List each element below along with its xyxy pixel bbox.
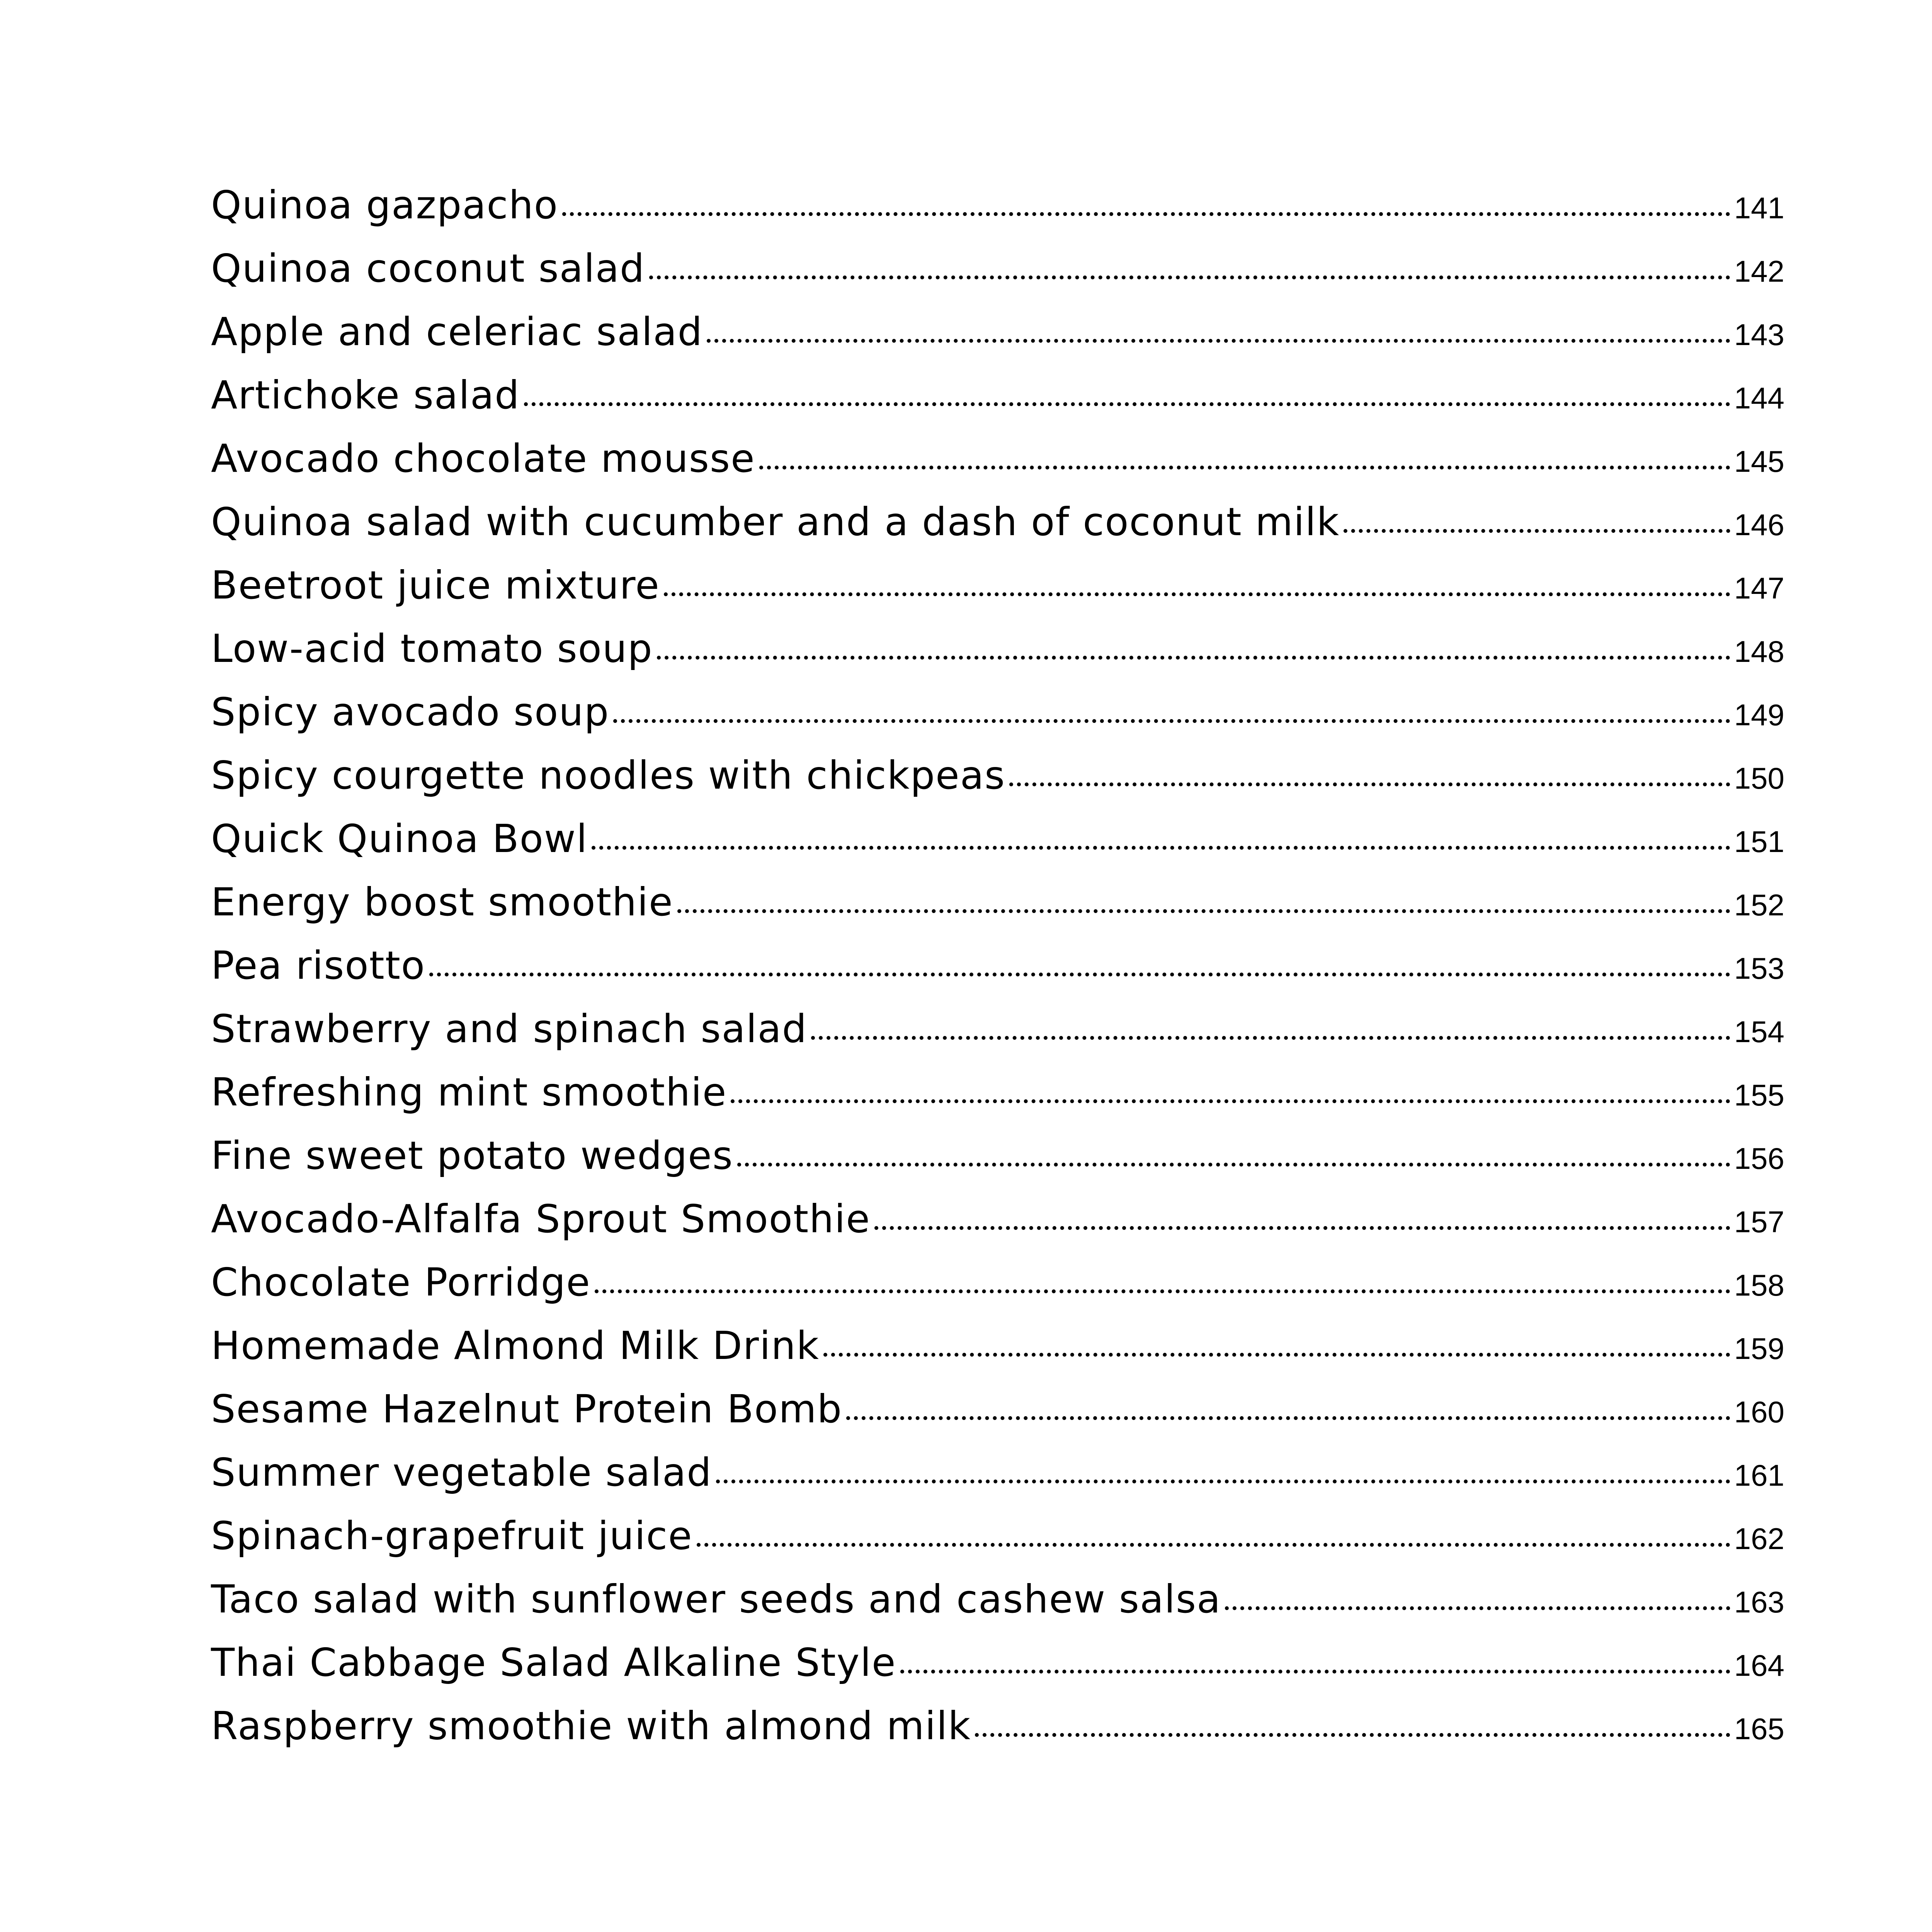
toc-entry-title: Artichoke salad — [211, 372, 520, 418]
dot-leader — [874, 1221, 1730, 1230]
toc-entry-title: Avocado-Alfalfa Sprout Smoothie — [211, 1196, 871, 1242]
toc-entry[interactable] — [211, 372, 1784, 436]
toc-entry[interactable] — [211, 246, 1784, 309]
toc-entry[interactable] — [211, 816, 1784, 879]
toc-entry-title: Quinoa gazpacho — [211, 182, 559, 228]
toc-entry-title: Quinoa coconut salad — [211, 246, 645, 291]
toc-entry-title: Spinach-grapefruit juice — [211, 1513, 693, 1558]
toc-entry-page-number: 146 — [1734, 508, 1784, 542]
dot-leader — [562, 207, 1730, 216]
toc-entry-title: Strawberry and spinach salad — [211, 1006, 808, 1051]
dot-leader — [900, 1664, 1730, 1673]
toc-entry[interactable] — [211, 499, 1784, 563]
toc-entry-title: Thai Cabbage Salad Alkaline Style — [211, 1640, 896, 1685]
toc-entry[interactable] — [211, 689, 1784, 753]
toc-entry-title: Beetroot juice mixture — [211, 563, 660, 608]
toc-entry[interactable] — [211, 1323, 1784, 1386]
toc-entry-title: Sesame Hazelnut Protein Bomb — [211, 1386, 843, 1432]
toc-entry[interactable] — [211, 436, 1784, 499]
toc-entry[interactable] — [211, 753, 1784, 816]
dot-leader — [737, 1157, 1730, 1167]
table-of-contents — [211, 182, 1784, 1767]
toc-entry-title: Low-acid tomato soup — [211, 626, 653, 671]
dot-leader — [595, 1284, 1730, 1293]
dot-leader — [1009, 777, 1730, 786]
dot-leader — [846, 1411, 1730, 1420]
dot-leader — [1225, 1601, 1730, 1610]
toc-entry-title: Spicy courgette noodles with chickpeas — [211, 753, 1006, 798]
toc-entry-page-number: 152 — [1734, 888, 1784, 922]
toc-entry[interactable] — [211, 1196, 1784, 1260]
toc-entry-page-number: 163 — [1734, 1585, 1784, 1619]
toc-entry-page-number: 144 — [1734, 381, 1784, 415]
toc-entry-page-number: 156 — [1734, 1141, 1784, 1175]
toc-entry[interactable] — [211, 1640, 1784, 1703]
toc-entry[interactable] — [211, 879, 1784, 943]
toc-entry[interactable] — [211, 1070, 1784, 1133]
toc-entry-title: Summer vegetable salad — [211, 1450, 712, 1495]
toc-entry-page-number: 158 — [1734, 1268, 1784, 1302]
toc-entry-page-number: 150 — [1734, 761, 1784, 795]
toc-entry-title: Refreshing mint smoothie — [211, 1070, 727, 1115]
dot-leader — [613, 714, 1730, 723]
toc-entry-page-number: 161 — [1734, 1458, 1784, 1492]
toc-entry[interactable] — [211, 563, 1784, 626]
toc-entry-page-number: 165 — [1734, 1712, 1784, 1746]
toc-entry[interactable] — [211, 626, 1784, 689]
dot-leader — [707, 333, 1730, 343]
dot-leader — [677, 904, 1730, 913]
toc-entry-page-number: 149 — [1734, 698, 1784, 732]
toc-entry[interactable] — [211, 1133, 1784, 1196]
toc-entry[interactable] — [211, 182, 1784, 246]
dot-leader — [657, 650, 1730, 660]
toc-entry-page-number: 153 — [1734, 951, 1784, 985]
toc-entry-page-number: 145 — [1734, 444, 1784, 478]
toc-entry-page-number: 148 — [1734, 634, 1784, 668]
toc-entry-page-number: 159 — [1734, 1332, 1784, 1366]
toc-entry[interactable] — [211, 1386, 1784, 1450]
toc-entry[interactable] — [211, 1703, 1784, 1767]
toc-entry-page-number: 155 — [1734, 1078, 1784, 1112]
toc-entry-page-number: 142 — [1734, 254, 1784, 288]
dot-leader — [811, 1031, 1730, 1040]
dot-leader — [524, 397, 1730, 406]
toc-entry[interactable] — [211, 1260, 1784, 1323]
dot-leader — [592, 840, 1730, 850]
toc-entry-title: Avocado chocolate mousse — [211, 436, 755, 481]
toc-entry-title: Spicy avocado soup — [211, 689, 610, 735]
toc-entry-title: Quick Quinoa Bowl — [211, 816, 588, 861]
dot-leader — [697, 1537, 1730, 1547]
dot-leader — [716, 1474, 1730, 1483]
dot-leader — [1344, 524, 1730, 533]
toc-entry-title: Energy boost smoothie — [211, 879, 673, 925]
toc-entry-title: Fine sweet potato wedges — [211, 1133, 733, 1178]
toc-entry-page-number: 160 — [1734, 1395, 1784, 1429]
toc-entry-title: Apple and celeriac salad — [211, 309, 703, 354]
dot-leader — [429, 967, 1730, 976]
toc-entry-title: Homemade Almond Milk Drink — [211, 1323, 820, 1368]
toc-entry[interactable] — [211, 1513, 1784, 1577]
toc-entry-page-number: 157 — [1734, 1205, 1784, 1239]
toc-entry[interactable] — [211, 1006, 1784, 1070]
toc-entry[interactable] — [211, 309, 1784, 372]
toc-entry-title: Quinoa salad with cucumber and a dash of coconut milk — [211, 499, 1340, 544]
toc-entry-page-number: 162 — [1734, 1522, 1784, 1556]
dot-leader — [649, 270, 1730, 279]
toc-entry-title: Raspberry smoothie with almond milk — [211, 1703, 971, 1748]
toc-entry-page-number: 151 — [1734, 825, 1784, 859]
toc-entry[interactable] — [211, 1577, 1784, 1640]
toc-entry-page-number: 147 — [1734, 571, 1784, 605]
toc-entry[interactable] — [211, 1450, 1784, 1513]
dot-leader — [664, 587, 1730, 596]
dot-leader — [823, 1347, 1730, 1357]
toc-entry-page-number: 141 — [1734, 191, 1784, 225]
toc-entry-title: Taco salad with sunflower seeds and cashew salsa — [211, 1577, 1221, 1622]
dot-leader — [975, 1728, 1730, 1737]
toc-entry[interactable] — [211, 943, 1784, 1006]
toc-entry-page-number: 143 — [1734, 318, 1784, 352]
dot-leader — [731, 1094, 1730, 1103]
toc-entry-page-number: 164 — [1734, 1648, 1784, 1682]
toc-entry-page-number: 154 — [1734, 1015, 1784, 1049]
dot-leader — [759, 460, 1730, 469]
toc-entry-title: Chocolate Porridge — [211, 1260, 591, 1305]
toc-entry-title: Pea risotto — [211, 943, 426, 988]
